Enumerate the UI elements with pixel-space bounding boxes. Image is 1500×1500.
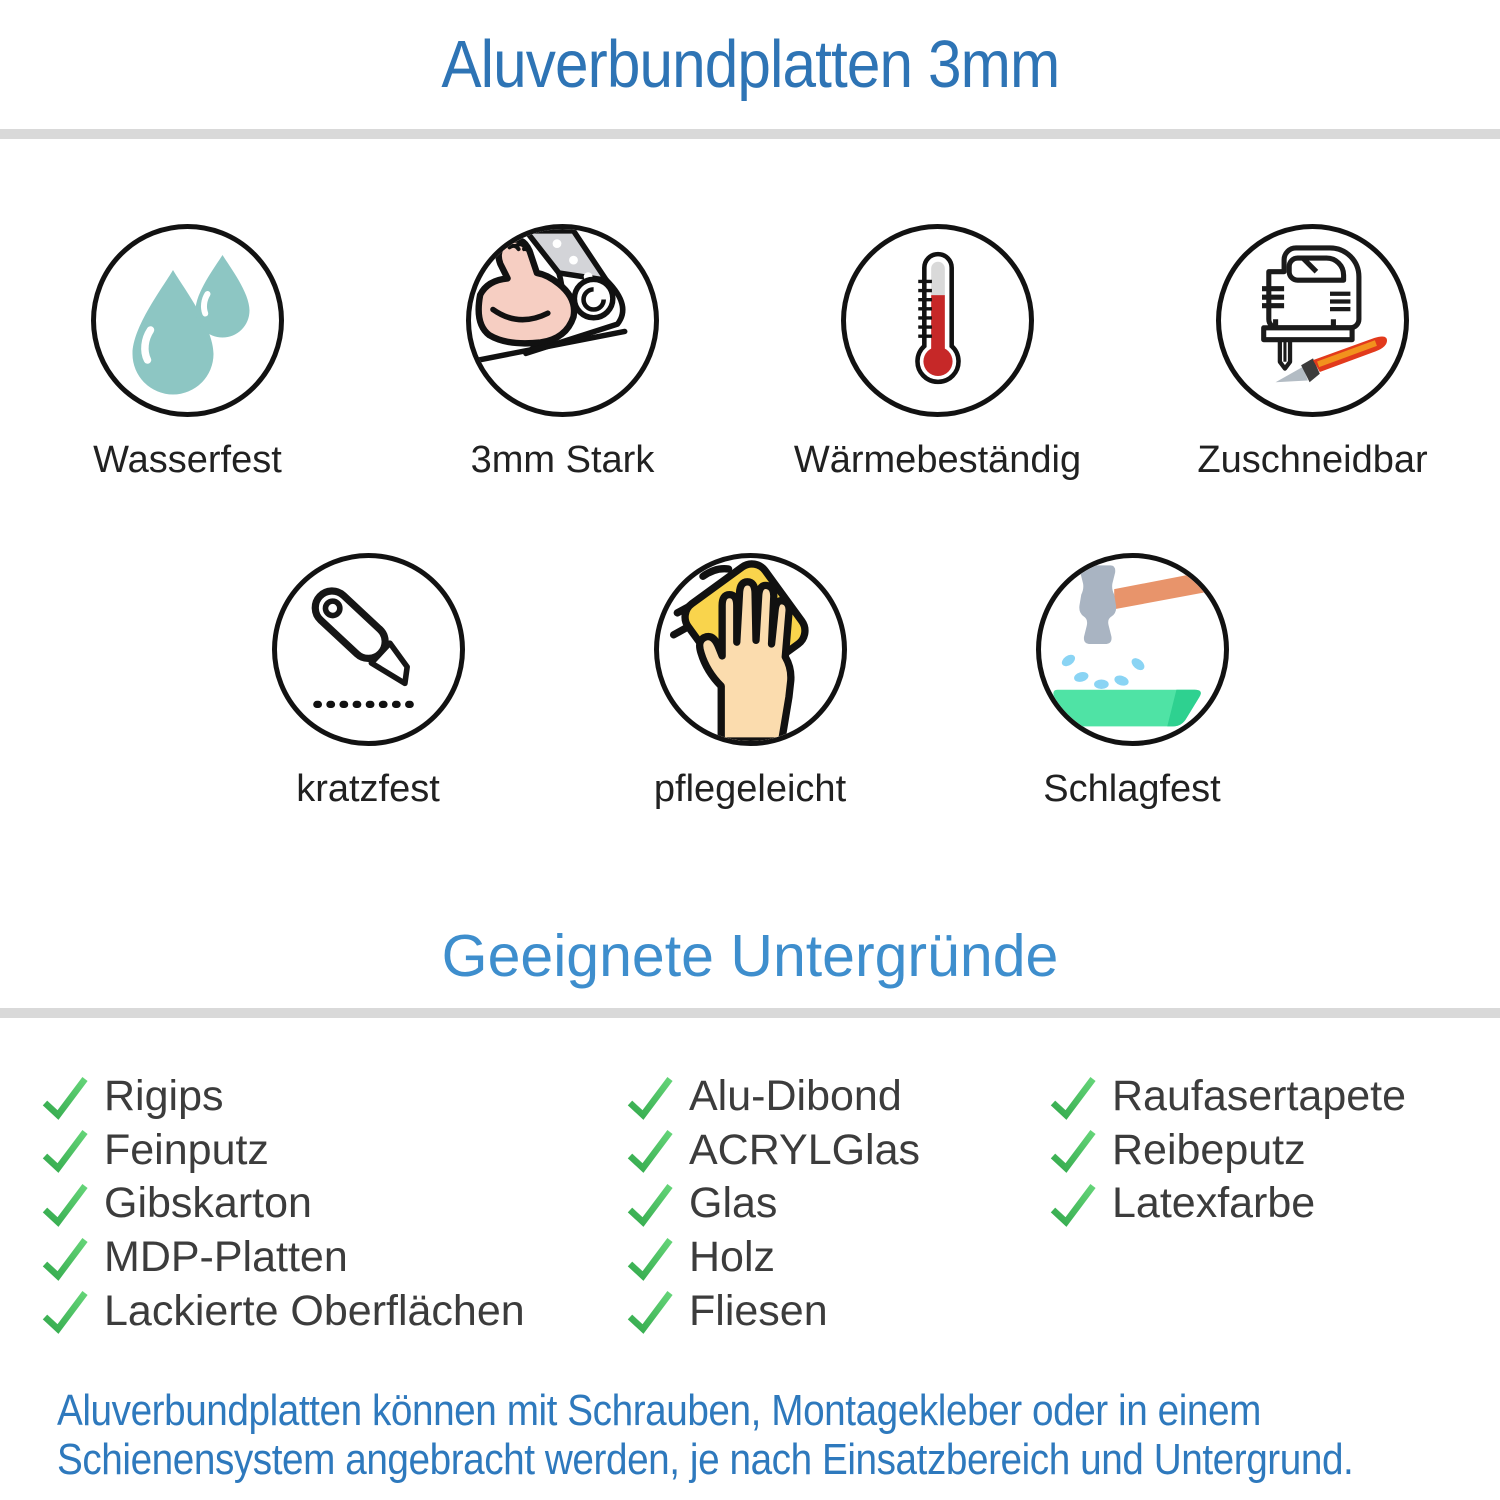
check-icon <box>40 1179 90 1229</box>
features-row-2 <box>177 553 1323 811</box>
muscle-arm-icon <box>466 224 659 417</box>
feature-waermebestaendig <box>750 224 1125 482</box>
feature-3mm-stark <box>375 224 750 482</box>
section-title-text: Geeignete Untergründe <box>441 923 1059 989</box>
list-item: Reibeputz <box>1048 1124 1406 1178</box>
feature-label: kratzfest <box>296 768 440 810</box>
substrates-column-2 <box>625 1070 920 1338</box>
cleaning-hand-icon <box>654 553 847 746</box>
list-item: Lackierte Oberflächen <box>40 1284 525 1338</box>
list-item: Gibskarton <box>40 1177 525 1231</box>
feature-label: Schlagfest <box>1043 768 1221 810</box>
check-icon <box>1048 1179 1098 1229</box>
mounting-note-line: Schienensystem angebracht werden, je nach Einsatzbereich und Untergrund. <box>57 1435 1354 1484</box>
list-item: Feinputz <box>40 1124 525 1178</box>
check-icon <box>625 1233 675 1283</box>
check-icon <box>625 1286 675 1336</box>
feature-label: 3mm Stark <box>470 439 655 481</box>
features-row-1 <box>0 224 1500 482</box>
mounting-note <box>57 1386 1500 1484</box>
thermometer-icon <box>841 224 1034 417</box>
check-icon <box>625 1125 675 1175</box>
list-item: MDP-Platten <box>40 1231 525 1285</box>
divider-top <box>0 129 1500 139</box>
feature-zuschneidbar <box>1125 224 1500 482</box>
list-item: Fliesen <box>625 1284 920 1338</box>
check-icon <box>40 1286 90 1336</box>
feature-wasserfest <box>0 224 375 482</box>
list-item: Holz <box>625 1231 920 1285</box>
check-icon <box>40 1072 90 1122</box>
feature-label: Wärmebeständig <box>793 439 1082 481</box>
feature-label: pflegeleicht <box>653 768 847 810</box>
list-item: Raufasertapete <box>1048 1070 1406 1124</box>
list-item: Alu-Dibond <box>625 1070 920 1124</box>
feature-label: Wasserfest <box>93 439 282 481</box>
substrates-column-1 <box>40 1070 525 1338</box>
water-drops-icon <box>91 224 284 417</box>
feature-pflegeleicht <box>559 553 941 811</box>
jigsaw-cutter-icon <box>1216 224 1409 417</box>
page-title <box>0 26 1500 103</box>
check-icon <box>625 1072 675 1122</box>
list-item: Latexfarbe <box>1048 1177 1406 1231</box>
list-item: Rigips <box>40 1070 525 1124</box>
page-title-text: Aluverbundplatten 3mm <box>441 27 1059 102</box>
check-icon <box>40 1125 90 1175</box>
check-icon <box>1048 1125 1098 1175</box>
list-item: ACRYLGlas <box>625 1124 920 1178</box>
feature-kratzfest <box>177 553 559 811</box>
utility-knife-icon <box>272 553 465 746</box>
check-icon <box>40 1233 90 1283</box>
mounting-note-line: Aluverbundplatten können mit Schrauben, Montagekleber oder in einem <box>57 1386 1261 1435</box>
check-icon <box>1048 1072 1098 1122</box>
list-item: Glas <box>625 1177 920 1231</box>
check-icon <box>625 1179 675 1229</box>
hammer-impact-icon <box>1036 553 1229 746</box>
section-title <box>0 922 1500 990</box>
divider-middle <box>0 1008 1500 1018</box>
substrates-column-3 <box>1048 1070 1406 1231</box>
feature-label: Zuschneidbar <box>1197 439 1428 481</box>
feature-schlagfest <box>941 553 1323 811</box>
